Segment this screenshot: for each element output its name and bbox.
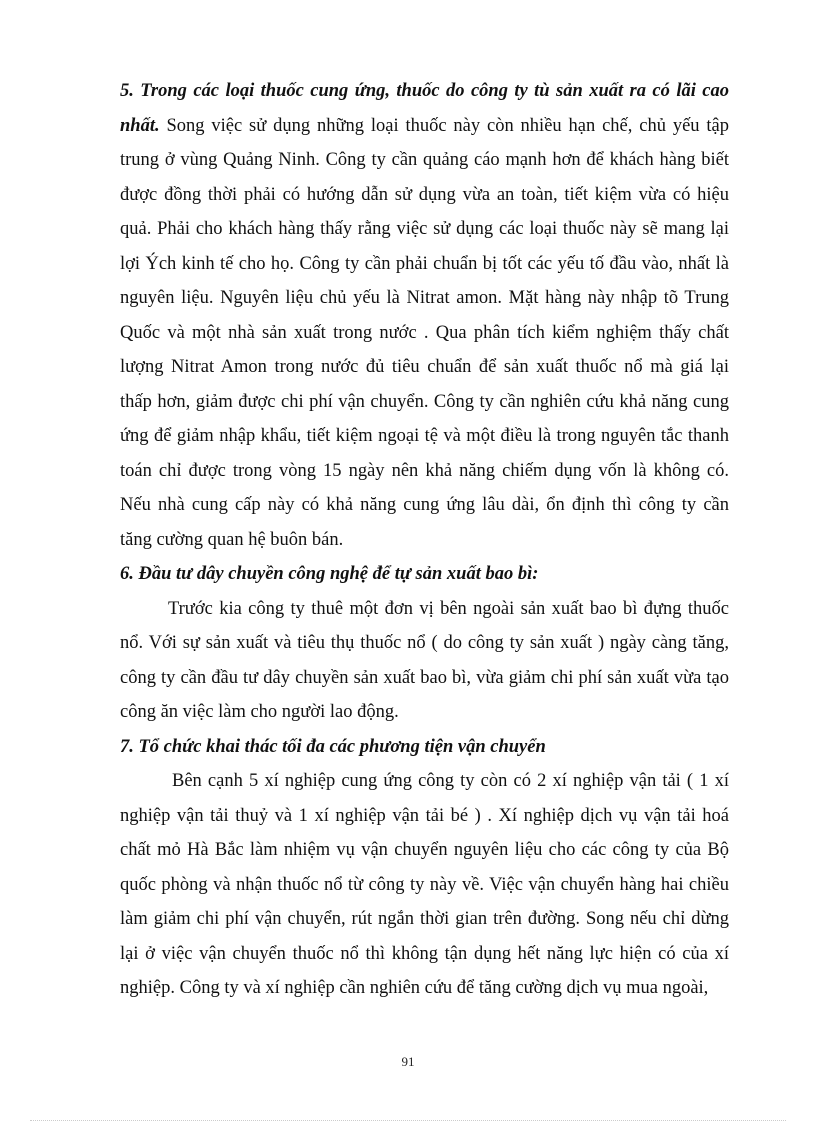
section-5-line-4: quả. Phải cho khách hàng thấy rằng việc sử dụng các loại thuốc này sẽ mang lại: [120, 219, 729, 239]
section-5-line-1: [120, 109, 729, 144]
section-6-line-2: nổ. Với sự sản xuất và tiêu thụ thuốc nổ ( do công ty sản xuất ) ngày càng tăng,: [120, 633, 729, 653]
section-7-heading: 7. Tổ chức khai thác tối đa các phương tiện vận chuyển: [120, 736, 546, 757]
section-7-line-3: chất mỏ Hà Bắc làm nhiệm vụ vận chuyển nguyên liệu cho các công ty của Bộ: [120, 840, 729, 860]
section-5-line-2: trung ở vùng Quảng Ninh. Công ty cần quảng cáo mạnh hơn để khách hàng biết: [120, 150, 729, 170]
section-5-line-10: ứng để giảm nhập khẩu, tiết kiệm ngoại tệ và một điều là trong nguyên tắc thanh: [120, 426, 729, 446]
section-6-heading: 6. Đầu tư dây chuyền công nghệ để tự sản xuất bao bì:: [120, 564, 539, 584]
page-number: 91: [401, 1054, 415, 1069]
page-bottom-divider: [30, 1120, 786, 1121]
section-7-line-6: lại ở việc vận chuyển thuốc nổ thì không tận dụng hết năng lực hiện có của xí: [120, 943, 729, 964]
section-5-line-7: Quốc và một nhà sản xuất trong nước . Qua phân tích kiểm nghiệm thấy chất: [120, 322, 729, 343]
section-5-heading: 5. Trong các loại thuốc cung ứng, thuốc do công ty tù sản xuất ra có lãi cao: [120, 81, 729, 101]
section-7-line-7: nghiệp. Công ty và xí nghiệp cần nghiên cứu để tăng cường dịch vụ mua ngoài,: [120, 978, 709, 998]
section-5-body-first: Song việc sử dụng những loại thuốc này còn nhiều hạn chế, chủ yếu tập: [159, 115, 729, 136]
page-content: [120, 74, 729, 1006]
section-5-line-9: thấp hơn, giảm được chi phí vận chuyển. Công ty cần nghiên cứu khả năng cung: [120, 391, 729, 412]
section-5-line-5: lợi Ých kinh tế cho họ. Công ty cần phải chuẩn bị tốt các yếu tố đầu vào, nhất là: [120, 253, 729, 274]
section-5-line-12: Nếu nhà cung cấp này có khả năng cung ứng lâu dài, ổn định thì công ty cần: [120, 495, 729, 515]
section-7-line-1: Bên cạnh 5 xí nghiệp cung ứng công ty còn có 2 xí nghiệp vận tải ( 1 xí: [172, 771, 729, 791]
section-7-line-4: quốc phòng và nhận thuốc nổ từ công ty này về. Việc vận chuyển hàng hai chiều: [120, 874, 729, 895]
section-5-heading-end: nhất.: [120, 115, 160, 136]
section-5-line-3: được đồng thời phải có hướng dẫn sử dụng vừa an toàn, tiết kiệm vừa có hiệu: [120, 184, 729, 205]
section-6-line-4: công ăn việc làm cho người lao động.: [120, 702, 399, 722]
section-6-line-3: công ty cần đầu tư dây chuyền sản xuất bao bì, vừa giảm chi phí sản xuất vừa tạo: [120, 667, 729, 688]
section-7-line-5: làm giảm chi phí vận chuyển, rút ngắn thời gian trên đường. Song nếu chỉ dừng: [120, 909, 729, 929]
section-5-line-6: nguyên liệu. Nguyên liệu chủ yếu là Nitrat amon. Mặt hàng này nhập tõ Trung: [120, 288, 729, 308]
section-5-line-13: tăng cường quan hệ buôn bán.: [120, 529, 344, 550]
section-5-line-11: toán chỉ được trong vòng 15 ngày nên khả năng chiếm dụng vốn là không có.: [120, 460, 729, 481]
section-5-line-8: lượng Nitrat Amon trong nước đủ tiêu chuẩn để sản xuất thuốc nổ mà giá lại: [120, 357, 729, 377]
section-7-line-2: nghiệp vận tải thuỷ và 1 xí nghiệp vận tải bé ) . Xí nghiệp dịch vụ vận tải hoá: [120, 805, 729, 826]
section-6-line-1: Trước kia công ty thuê một đơn vị bên ngoài sản xuất bao bì đựng thuốc: [168, 598, 729, 619]
